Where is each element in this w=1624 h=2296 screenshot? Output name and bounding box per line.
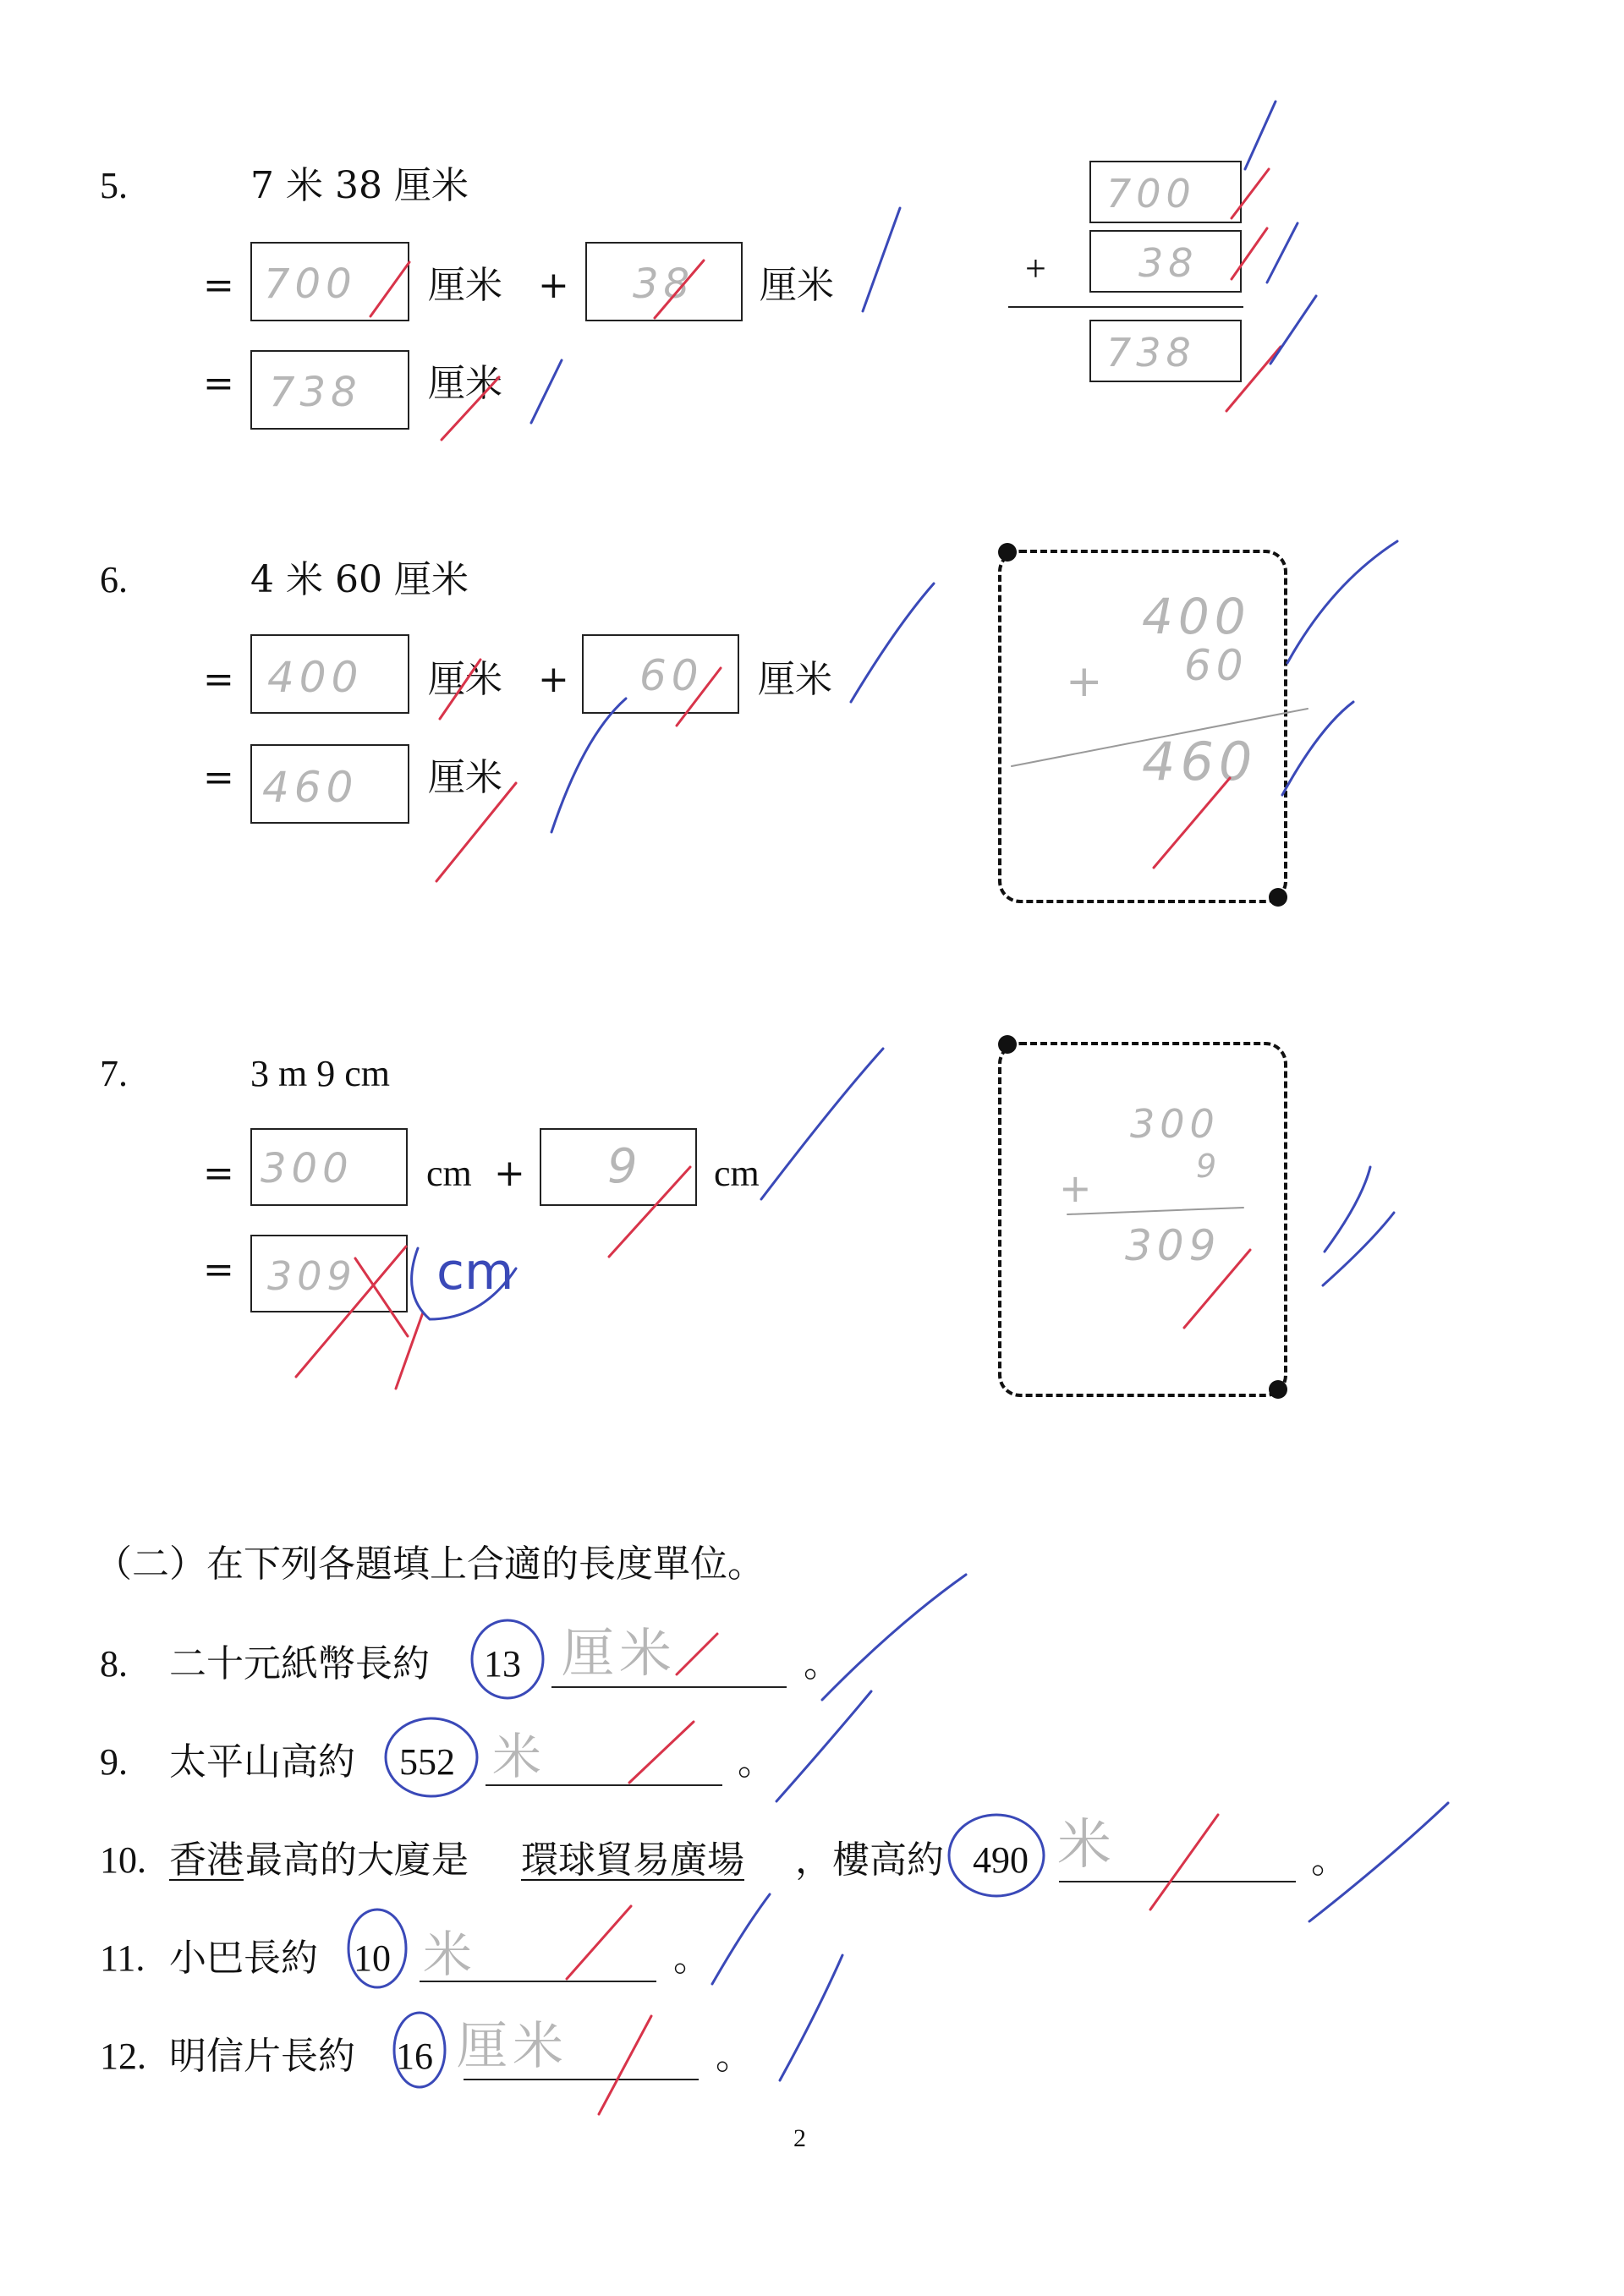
red-tick [677, 1634, 717, 1674]
building-name: 環球貿易廣場 [521, 1838, 744, 1882]
unit-label: 厘米 [760, 264, 834, 307]
page-number: 2 [793, 2124, 806, 2152]
working-operator: + [1066, 656, 1108, 707]
working-operator: + [1059, 1165, 1097, 1211]
question-text: 二十元紙幣長約 [169, 1642, 430, 1685]
blue-tick [851, 584, 934, 702]
unit-label: 厘米 [428, 756, 502, 799]
full-stop: 。 [716, 2035, 753, 2078]
full-stop: 。 [738, 1740, 775, 1784]
blue-tick-marks [531, 101, 1448, 2080]
plus-sign: + [494, 1152, 525, 1195]
question-number: 6. [100, 559, 128, 600]
plus-sign: + [1025, 248, 1046, 289]
question-text: 太平山高約 [169, 1740, 355, 1784]
corner-dot [1269, 888, 1287, 907]
working-number: 400 [1142, 588, 1251, 645]
blue-tick [761, 1049, 883, 1199]
blue-tick [1323, 1213, 1394, 1285]
question-prompt: 4 米 60 厘米 [250, 558, 469, 601]
question-prompt: 3 m 9 cm [250, 1053, 390, 1094]
plus-sign: + [538, 264, 569, 307]
full-stop: 。 [1311, 1838, 1348, 1882]
equals-sign: = [203, 1152, 234, 1195]
addition-box-top[interactable] [1089, 161, 1242, 223]
working-number: 460 [1142, 731, 1258, 792]
question-text: 最高的大廈是 [245, 1838, 469, 1882]
blue-tick [1267, 223, 1298, 282]
addition-box-mid[interactable] [1089, 230, 1242, 293]
answer-box-2[interactable] [582, 634, 739, 714]
red-tick [396, 1312, 423, 1389]
question-value: 490 [973, 1839, 1029, 1881]
plus-sign: + [538, 658, 569, 701]
unit-label: cm [714, 1153, 760, 1194]
handwritten-answer: 400 [267, 653, 364, 702]
answer-blank[interactable] [1059, 1881, 1296, 1882]
question-text: ，樓高約 [795, 1838, 944, 1882]
answer-box-1[interactable] [250, 1128, 408, 1206]
question-number: 11. [100, 1937, 145, 1979]
red-tick [567, 1906, 631, 1979]
full-stop: 。 [804, 1642, 841, 1685]
question-text: 小巴長約 [169, 1937, 318, 1980]
handwritten-answer: 738 [269, 369, 362, 416]
working-number: 9 [1196, 1148, 1222, 1185]
handwritten-answer: 9 [607, 1139, 643, 1194]
unit-label: 厘米 [428, 658, 502, 701]
handwritten-answer: 厘米 [562, 1622, 678, 1684]
handwritten-answer: 米 [1057, 1814, 1116, 1877]
question-number: 7. [100, 1053, 128, 1094]
section-heading: （二）在下列各題填上合適的長度單位。 [95, 1543, 765, 1586]
question-number: 8. [100, 1643, 128, 1685]
question-number: 5. [100, 165, 128, 206]
blue-tick [776, 1691, 871, 1801]
equals-sign: = [203, 1248, 234, 1291]
working-number: 60 [1184, 641, 1248, 690]
addition-box-sum[interactable] [1089, 320, 1242, 382]
handwritten-answer: 700 [264, 260, 357, 308]
question-number: 12. [100, 2036, 146, 2077]
question-value: 13 [484, 1643, 521, 1685]
unit-label: 厘米 [428, 362, 502, 405]
handwritten-answer: 厘米 [457, 2017, 568, 2076]
handwritten-number: 700 [1106, 171, 1196, 216]
blue-tick [551, 699, 626, 832]
blue-tick [1245, 101, 1276, 169]
corner-dot [1269, 1380, 1287, 1399]
handwritten-number: 738 [1106, 330, 1196, 375]
corner-dot [998, 1035, 1017, 1054]
sum-line [1008, 306, 1243, 308]
blue-tick [1287, 541, 1397, 663]
blue-tick [1270, 296, 1316, 364]
question-value: 10 [354, 1937, 391, 1979]
blue-tick [531, 360, 562, 423]
blue-tick [780, 1955, 842, 2080]
question-number: 9. [100, 1741, 128, 1783]
equals-sign: = [203, 264, 234, 307]
answer-box-1[interactable] [250, 242, 409, 321]
question-number: 10. [100, 1839, 146, 1881]
unit-label: 厘米 [758, 658, 832, 701]
blue-tick [863, 208, 900, 311]
place-name-hong-kong: 香港 [169, 1838, 244, 1882]
teacher-correction: cm [436, 1242, 514, 1301]
answer-box-2[interactable] [585, 242, 743, 321]
handwritten-answer: 60 [639, 651, 704, 700]
blue-tick [1282, 702, 1353, 795]
handwritten-answer: 309 [267, 1253, 357, 1299]
red-tick [599, 2016, 651, 2114]
question-value: 552 [399, 1741, 455, 1783]
answer-box-2[interactable] [540, 1128, 697, 1206]
answer-box-3[interactable] [250, 350, 409, 430]
blue-tick [712, 1894, 770, 1984]
equals-sign: = [203, 756, 234, 799]
blue-tick [1325, 1167, 1370, 1252]
answer-blank[interactable] [464, 2079, 699, 2080]
answer-box-3[interactable] [250, 744, 409, 824]
red-tick [629, 1722, 694, 1783]
blue-tick [822, 1575, 966, 1700]
question-value: 16 [396, 2036, 433, 2077]
unit-label: 厘米 [428, 264, 502, 307]
answer-box-1[interactable] [250, 634, 409, 714]
question-prompt: 7 米 38 厘米 [250, 164, 469, 207]
handwritten-answer: 米 [423, 1926, 478, 1983]
working-number: 309 [1125, 1221, 1221, 1270]
handwritten-number: 38 [1138, 240, 1199, 286]
working-number: 300 [1130, 1101, 1220, 1147]
handwritten-answer: 300 [261, 1145, 354, 1192]
question-text: 明信片長約 [169, 2035, 355, 2078]
handwritten-answer: 38 [633, 260, 695, 308]
answer-blank[interactable] [551, 1686, 787, 1688]
equals-sign: = [203, 362, 234, 405]
corner-dot [998, 543, 1017, 562]
full-stop: 。 [673, 1937, 710, 1980]
equals-sign: = [203, 658, 234, 701]
handwritten-answer: 460 [262, 763, 359, 812]
answer-box-3[interactable] [250, 1235, 408, 1312]
working-box [998, 1042, 1287, 1397]
handwritten-answer: 米 [492, 1728, 547, 1785]
red-tick [1150, 1815, 1218, 1910]
unit-label: cm [426, 1153, 472, 1194]
